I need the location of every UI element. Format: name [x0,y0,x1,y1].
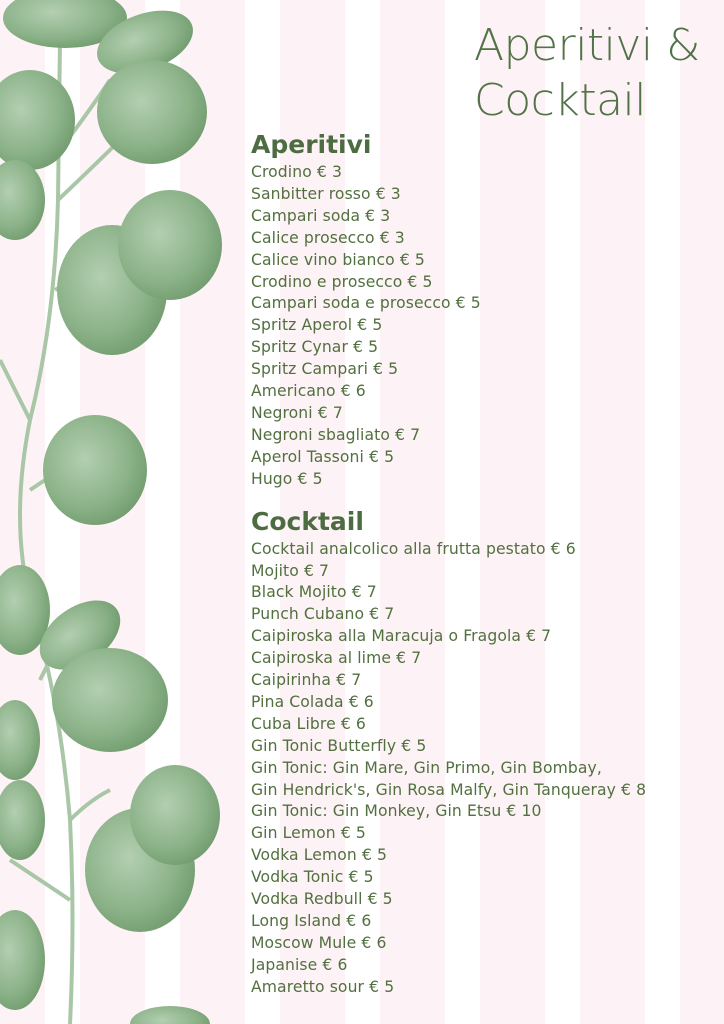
menu-item: Moscow Mule € 6 [251,933,387,952]
menu-item: Hugo € 5 [251,469,323,488]
menu-item: Campari soda e prosecco € 5 [251,294,481,313]
menu-item: Crodino e prosecco € 5 [251,272,433,291]
menu-item: Long Island € 6 [251,912,372,930]
menu-item: Cuba Libre € 6 [251,714,366,733]
menu-item: Calice prosecco € 3 [251,228,405,247]
menu-item: Negroni € 7 [251,403,343,422]
page-title [474,18,719,128]
menu-content [251,128,646,999]
menu-item: Vodka Lemon € 5 [251,846,388,865]
menu-item: Pina Colada € 6 [251,692,374,711]
cocktail-list [251,539,646,999]
menu-item: Sanbitter rosso € 3 [251,184,401,203]
menu-item: Spritz Campari € 5 [251,360,399,379]
menu-item: Aperol Tassoni € 5 [251,447,395,466]
menu-item: Vodka Redbull € 5 [251,890,393,909]
menu-item: Vodka Tonic € 5 [251,868,374,887]
menu-item: Gin Tonic Butterfly € 5 [251,736,427,755]
title-line-1: Aperitivi & [474,20,700,71]
menu-item: Caipiroska alla Maracuja o Fragola € 7 [251,627,552,646]
menu-item: Cocktail analcolico alla frutta pestato € 6 [251,539,576,558]
menu-item: Calice vino bianco € 5 [251,250,425,269]
menu-item: Gin Tonic: Gin Mare, Gin Primo, Gin Bombay, [251,758,602,777]
menu-item: Gin Hendrick's, Gin Rosa Malfy, Gin Tanqueray € 8 [251,780,647,799]
menu-item: Black Mojito € 7 [251,583,377,602]
menu-item: Negroni sbagliato € 7 [251,425,421,444]
menu-item: Japanise € 6 [251,955,348,974]
section-heading-aperitivi: Aperitivi [251,130,372,159]
menu-item: Crodino € 3 [251,163,343,181]
menu-item: Punch Cubano € 7 [251,605,395,624]
menu-item: Spritz Aperol € 5 [251,316,383,335]
menu-item: Campari soda € 3 [251,206,391,225]
menu-item: Gin Tonic: Gin Monkey, Gin Etsu € 10 [251,802,542,821]
menu-item: Caipirinha € 7 [251,671,362,690]
menu-item: Mojito € 7 [251,561,330,580]
menu-item: Americano € 6 [251,382,366,401]
section-heading-cocktail: Cocktail [251,506,364,536]
eucalyptus-leaves-decoration [0,0,240,1024]
aperitivi-list [251,162,646,491]
menu-item: Gin Lemon € 5 [251,824,366,843]
menu-item: Spritz Cynar € 5 [251,338,379,357]
menu-item: Caipiroska al lime € 7 [251,649,422,668]
menu-item: Amaretto sour € 5 [251,977,395,996]
title-line-2: Cocktail [474,75,646,126]
